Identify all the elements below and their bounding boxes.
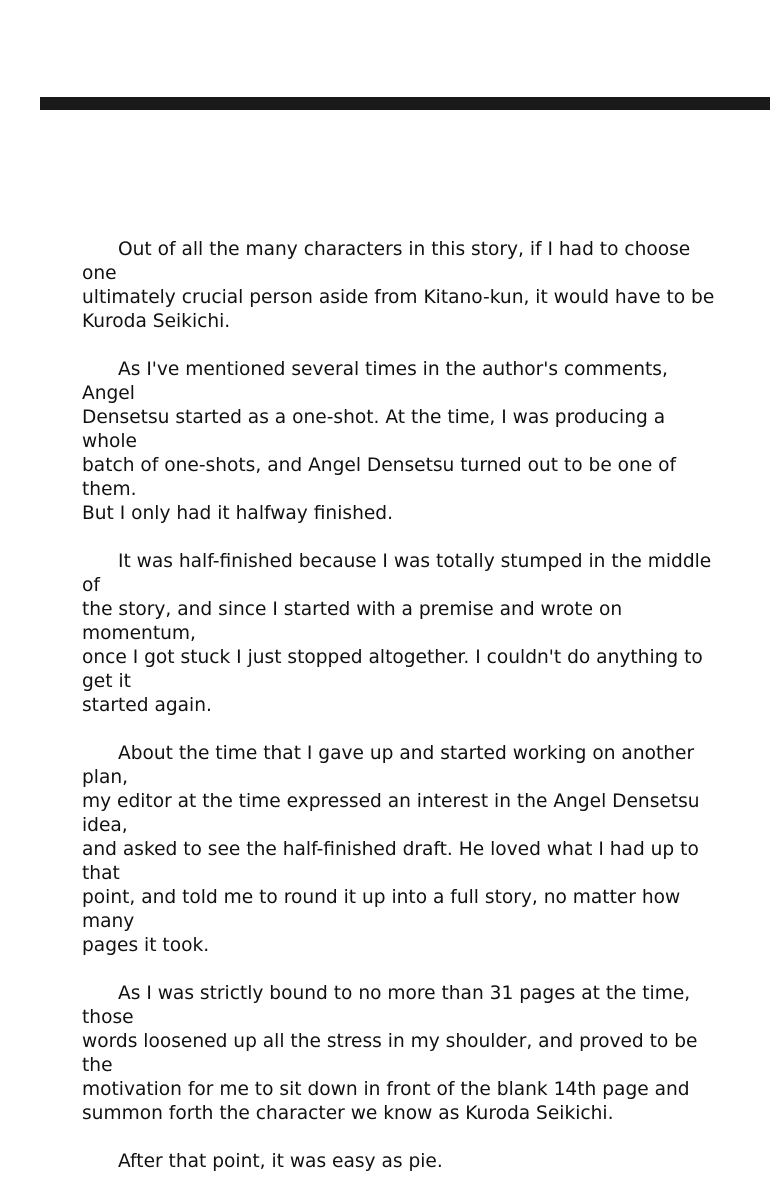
paragraph-3: It was half-finished because I was totally stumped in the middle of the story, and since I started with a premise and wrote on momentum, once I got stuck I just stopped altogether. I couldn't do anything to get it started again. xyxy=(82,551,712,716)
paragraph-5: As I was strictly bound to no more than 31 pages at the time, those words loosened up all the stress in my shoulder, and proved to be the motivation for me to sit down in front of the blank 14th page and summon forth the character we know as Kuroda Seikichi. xyxy=(82,983,698,1124)
paragraph-6: After that point, it was easy as pie. xyxy=(118,1151,443,1172)
paragraph-2: As I've mentioned several times in the author's comments, Angel Densetsu started as a one-shot. At the time, I was producing a whole batch of one-shots, and Angel Densetsu turned out to be one of them. But I only had it halfway finished. xyxy=(82,359,677,524)
paragraph-1: Out of all the many characters in this story, if I had to choose one ultimately crucial person aside from Kitano-kun, it would have to be Kuroda Seikichi. xyxy=(82,239,715,332)
header-divider-bar xyxy=(40,97,770,110)
afterword-text xyxy=(82,238,722,1198)
paragraph-4: About the time that I gave up and started working on another plan, my editor at the time expressed an interest in the Angel Densetsu idea, and asked to see the half-finished draft. He loved what I had up to that point, and told me to round it up into a full story, no matter how many pages it took. xyxy=(82,743,700,956)
